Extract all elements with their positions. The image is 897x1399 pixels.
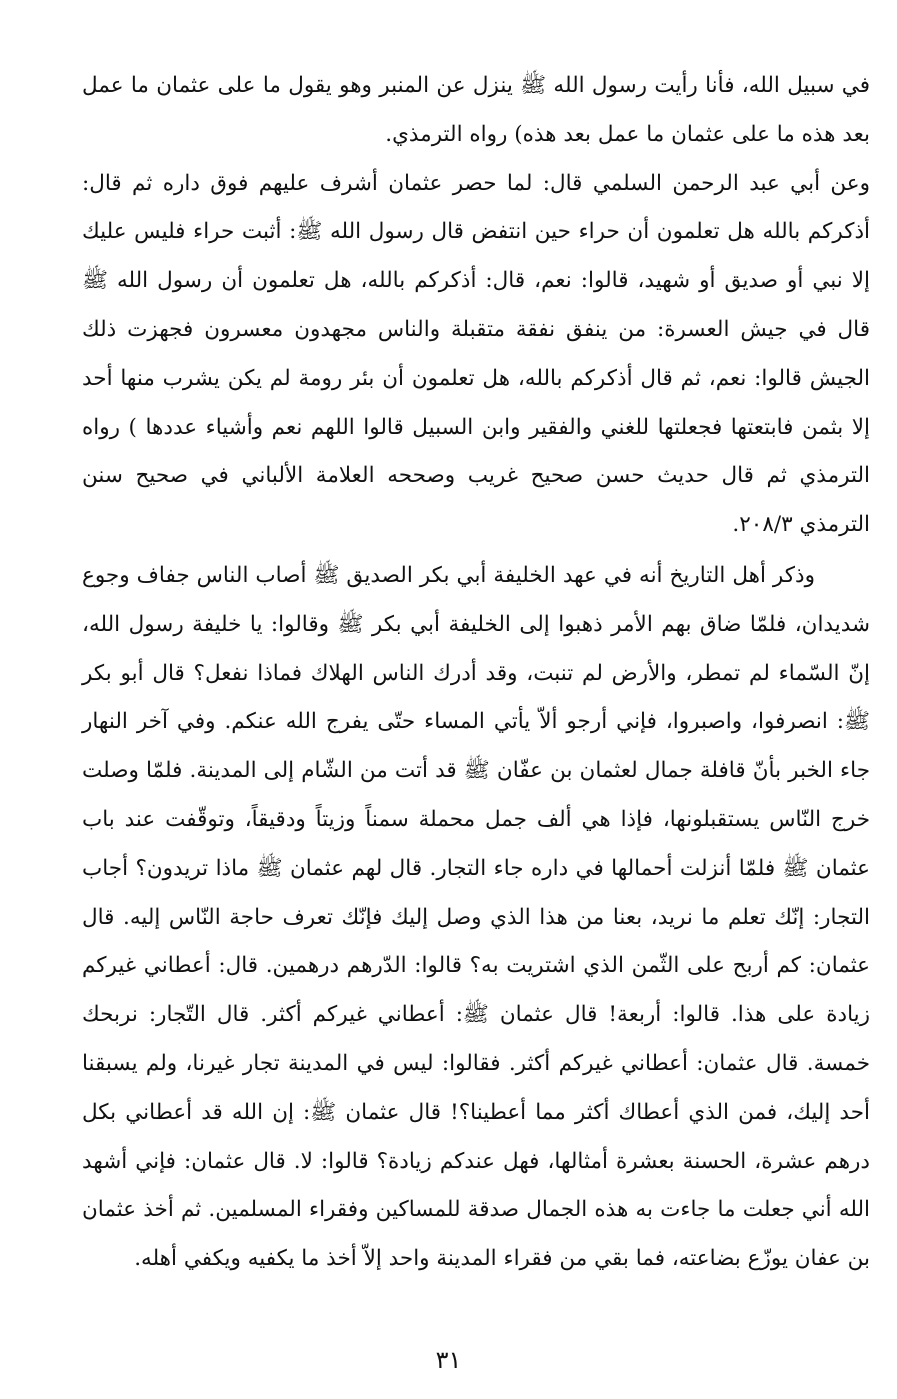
page-number: ٣١ [435, 1346, 462, 1374]
body-text [82, 62, 870, 1284]
paragraph-3: وذكر أهل التاريخ أنه في عهد الخليفة أبي بكر الصديق ﷺ أصاب الناس جفاف وجوع شديدان، فلمّا ضاق بهم الأمر ذهبوا إلى الخليفة أبي بكر ﷺ وقالوا: يا خليفة رسول الله، إنّ السّماء لم تمطر، والأرض لم تنبت، وقد أدرك الناس الهلاك فماذا نفعل؟ قال أبو بكر ﷺ: انصرفوا، واصبروا، فإني أرجو ألاّ يأتي المساء حتّى يفرج الله عنكم. وفي آخر النهار جاء الخبر بأنّ قافلة جمال لعثمان بن عفّان ﷺ قد أتت من الشّام إلى المدينة. فلمّا وصلت خرج النّاس يستقبلونها، فإذا هي ألف جمل محملة سمناً وزيتاً ودقيقاً، وتوقّفت عند باب عثمان ﷺ فلمّا أنزلت أحمالها في داره جاء التجار. قال لهم عثمان ﷺ ماذا تريدون؟ أجاب التجار: إنّك تعلم ما نريد، بعنا من هذا الذي وصل إليك فإنّك تعرف حاجة النّاس إليه. قال عثمان: كم أربح على الثّمن الذي اشتريت به؟ قالوا: الدّرهم درهمين. قال: أعطاني غيركم زيادة على هذا. قالوا: أربعة! قال عثمان ﷺ: أعطاني غيركم أكثر. قال التّجار: نربحك خمسة. قال عثمان: أعطاني غيركم أكثر. فقالوا: ليس في المدينة تجار غيرنا، ولم يسبقنا أحد إليك، فمن الذي أعطاك أكثر مما أعطينا؟! قال عثمان ﷺ: إن الله قد أعطاني بكل درهم عشرة، الحسنة بعشرة أمثالها، فهل عندكم زيادة؟ قالوا: لا. قال عثمان: فإني أشهد الله أني جعلت ما جاءت به هذه الجمال صدقة للمساكين وفقراء المسلمين. ثم أخذ عثمان بن عفان يوزّع بضاعته، فما بقي من فقراء المدينة واحد إلاّ أخذ ما يكفيه ويكفي أهله. [82, 562, 870, 1272]
paragraph-1: في سبيل الله، فأنا رأيت رسول الله ﷺ ينزل عن المنبر وهو يقول ما على عثمان ما عمل بعد هذه ما على عثمان ما عمل بعد هذه) رواه الترمذي. [82, 73, 870, 147]
paragraph-2: وعن أبي عبد الرحمن السلمي قال: لما حصر عثمان أشرف عليهم فوق داره ثم قال: أذكركم بالله هل تعلمون أن حراء حين انتفض قال رسول الله ﷺ: أثبت حراء فليس عليك إلا نبي أو صديق أو شهيد، قالوا: نعم، قال: أذكركم بالله، هل تعلمون أن رسول الله ﷺ قال في جيش العسرة: من ينفق نفقة متقبلة والناس مجهدون معسرون فجهزت ذلك الجيش قالوا: نعم، ثم قال أذكركم بالله، هل تعلمون أن بئر رومة لم يكن يشرب منها أحد إلا بثمن فابتعتها فجعلتها للغني والفقير وابن السبيل قالوا اللهم نعم وأشياء عددها ) رواه الترمذي ثم قال حديث حسن صحيح غريب وصححه العلامة الألباني في صحيح سنن الترمذي ٢٠٨/٣. [82, 170, 870, 538]
